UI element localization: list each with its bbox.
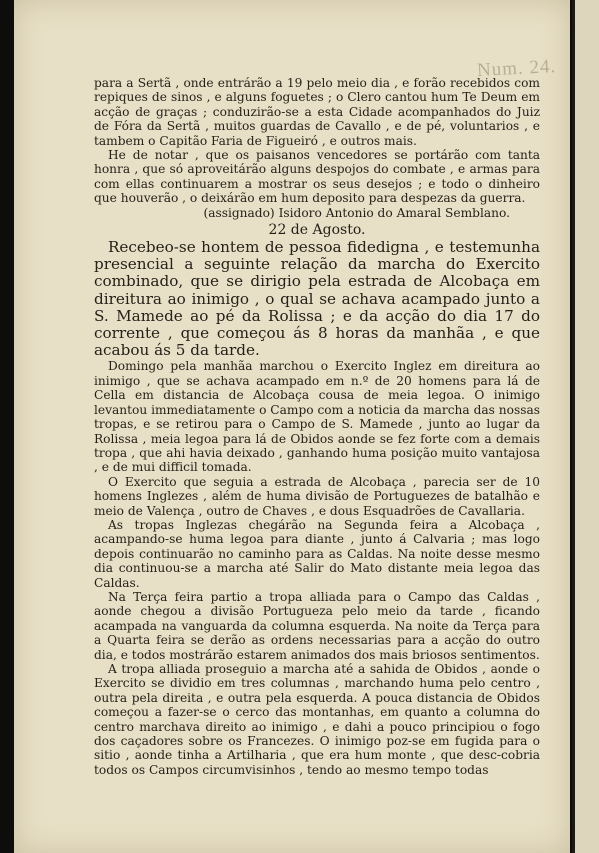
page-text bbox=[94, 76, 540, 777]
intro-paragraph: para a Sertã , onde entrárão a 19 pelo meio dia , e forão recebidos com repiques de sinos , e alguns foguetes ; o Clero cantou hum Te Deum em acção de graças ; conduzirão-se a esta Cidade acompanhados do Juiz de Fóra da Sertã , muitos guardas de Cavallo , e de pé, voluntarios , e tambem o Capitão Faria de Figueiró , e outros mais. bbox=[94, 76, 540, 148]
signature-line: (assignado) Isidoro Antonio do Amaral Semblano. bbox=[203, 205, 510, 220]
page-signature-mark: Num. 24. bbox=[476, 55, 557, 82]
lead-paragraph: Recebeo-se hontem de pessoa fidedigna , e testemunha presencial a seguinte relação da marcha do Exercito combinado, que se dirigio pela estrada de Alcobaça em direitura ao inimigo , o qual se achava acampado junto a S. Mamede ao pé da Rolissa ; e da acção do dia 17 do corrente , que começou ás 8 horas da manhãa , e que acabou ás 5 da tarde. bbox=[94, 238, 540, 360]
paragraph-tropas: As tropas Inglezas chegárão na Segunda feira a Alcobaça , acampando-se huma legoa para diante , junto á Calvaria ; mas logo depois continuarão no caminho para as Caldas. Na noite desse mesmo dia continuou-se a marcha até Salir do Mato distante meia legoa das Caldas. bbox=[94, 517, 540, 590]
date-heading: 22 de Agosto. bbox=[268, 222, 366, 239]
paragraph-alliada: A tropa alliada proseguio a marcha até a sahida de Obidos , aonde o Exercito se dividio em tres columnas , marchando huma pelo centro , outra pela direita , e outra pela esquerda. A pouca distancia de Obidos começou a fazer-se o cerco das montanhas, em quanto a columna do centro marchava direito ao inimigo , e dahi a pouco principiou o fogo dos caçadores sobre os Francezes. O inimigo poz-se em fugida para o sitio , aonde tinha a Artilharia , que era hum monte , que desc-cobria todos os Campos circumvisinhos , tendo ao mesmo tempo todas bbox=[94, 662, 540, 777]
paragraph-exercito: O Exercito que seguia a estrada de Alcobaça , parecia ser de 10 homens Inglezes , além de huma divisão de Portuguezes de batalhão e meio de Valença , outro de Chaves , e dous Esquadrões de Cavallaria. bbox=[94, 474, 540, 518]
note-paragraph: He de notar , que os paisanos vencedores se portárão com tanta honra , que só aproveitárão alguns despojos do combate , e armas para com ellas continuarem a mostrar os seus desejos ; e todo o dinheiro que houverão , o deixárão em hum deposito para despezas da guerra. bbox=[94, 148, 540, 206]
adjacent-page-edge bbox=[572, 0, 599, 853]
paragraph-terca: Na Terça feira partio a tropa alliada para o Campo das Caldas , aonde chegou a divisão Portugueza pelo meio da tarde , ficando acampada na vanguarda da columna esquerda. Na noite da Terça para a Quarta feira se derão as ordens necessarias para a acção do outro dia, e todos mostrárão estarem animados dos mais briosos sentimentos. bbox=[94, 589, 540, 662]
paragraph-domingo: Domingo pela manhãa marchou o Exercito Inglez em direitura ao inimigo , que se achava acampado em n.º de 20 homens para lá de Cella em distancia de Alcobaça cousa de meia legoa. O inimigo levantou immediatamente o Campo com a noticia da marcha das nossas tropas, e se retirou para o Campo de S. Mamede , junto ao lugar da Rolissa , meia legoa para lá de Obidos aonde se fez forte com a demais tropa , que ahi havia deixado , ganhando huma posição muito vantajosa , e de mui difficil tomada. bbox=[94, 359, 540, 475]
